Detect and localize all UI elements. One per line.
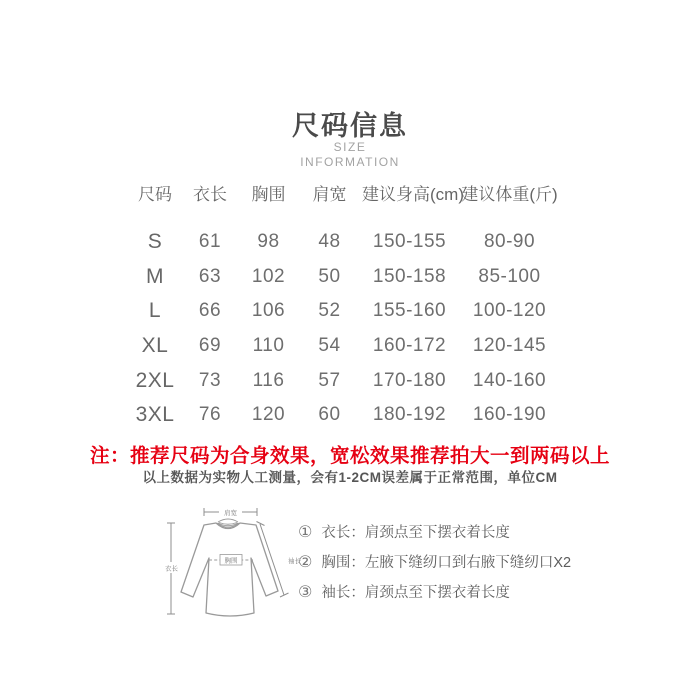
page-subtitle-size: SIZE [333,140,367,154]
table-cell: S [147,230,163,254]
header-cell-chest: 胸围 [251,185,286,204]
table-cell: 80-90 [483,231,536,253]
table-cell: 48 [318,231,341,253]
shirt-sketch [162,502,308,630]
shoulder-label: 肩宽 [224,510,237,517]
size-table-body [130,225,562,433]
table-cell: 120-145 [472,335,547,357]
size-table-header [130,180,562,205]
header-cell-length: 衣长 [193,185,227,204]
guide-item-length [298,523,571,540]
shirt-outline [181,523,278,616]
table-cell: M [146,264,164,288]
table-cell: 57 [318,369,341,391]
table-cell: 120 [251,404,286,426]
guide-text-sleeve: 袖长：肩颈点至下摆衣着长度 [321,585,510,601]
header-cell-shoulder: 肩宽 [312,185,347,204]
sleeve-label: 袖长 [288,558,301,565]
table-cell: 160-172 [372,335,447,357]
table-cell: 160-190 [472,404,547,426]
table-cell: 155-160 [372,300,447,322]
table-cell: 116 [252,369,285,391]
guide-item-chest [298,553,571,570]
table-cell: 73 [198,369,222,391]
length-label: 衣长 [165,565,178,573]
header-cell-size: 尺码 [138,185,172,204]
table-cell: 50 [318,265,341,287]
chest-label: 胸围 [224,557,238,565]
table-cell: L [148,299,162,323]
guide-item-sleeve [298,583,571,600]
table-cell: 110 [252,335,285,357]
header-cell-weight: 建议体重(斤) [461,185,558,204]
table-cell: 63 [198,265,222,287]
table-cell: 76 [198,404,222,426]
measurement-tolerance-note: 以上数据为实物人工测量，会有1-2CM误差属于正常范围，单位CM [142,470,558,485]
table-cell: 2XL [135,368,175,392]
circled-number-3: ③ [298,583,313,601]
table-cell: 100-120 [472,300,547,322]
table-cell: 180-192 [372,404,447,426]
page-subtitle-information: INFORMATION [300,155,400,169]
circled-number-1: ① [298,523,313,541]
guide-text-chest: 胸围：左腋下缝纫口到右腋下缝纫口X2 [321,555,572,571]
page-title: 尺码信息 [292,111,408,141]
table-cell: 106 [251,300,286,322]
table-cell: XL [141,334,169,358]
measurement-guide-list [298,523,571,600]
shirt-measurement-diagram [162,502,308,635]
fit-warning-note: 注：推荐尺码为合身效果，宽松效果推荐拍大一到两码以上 [89,445,610,467]
table-cell: 61 [198,231,222,253]
table-cell: 140-160 [472,369,547,391]
table-cell: 98 [257,231,280,253]
table-cell: 102 [251,265,286,287]
table-cell: 3XL [135,403,175,427]
table-cell: 66 [198,300,222,322]
table-cell: 52 [318,300,341,322]
table-cell: 54 [318,335,341,357]
table-cell: 150-155 [372,231,447,253]
table-cell: 150-158 [372,265,447,287]
header-cell-height: 建议身高(cm) [362,185,464,204]
table-cell: 170-180 [372,369,447,391]
table-cell: 69 [198,335,222,357]
guide-text-length: 衣长：肩颈点至下摆衣着长度 [321,525,510,541]
table-cell: 60 [318,404,341,426]
table-cell: 85-100 [478,265,541,287]
circled-number-2: ② [298,553,313,571]
